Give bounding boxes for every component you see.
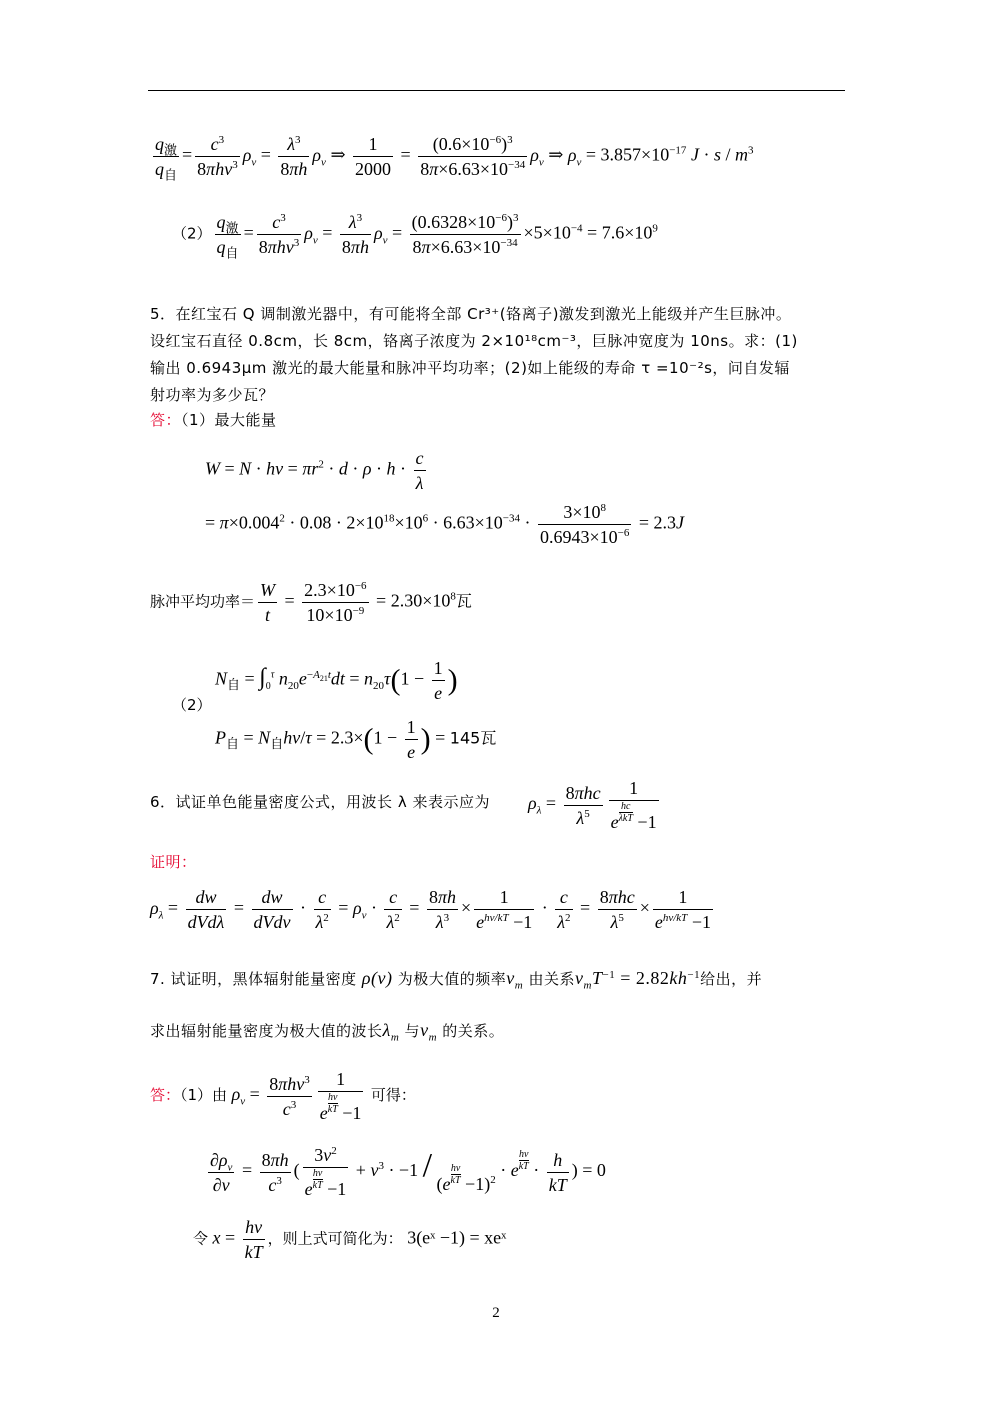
answer-label: 答： [150,411,182,429]
problem6-proof-label: 证明： [150,853,197,871]
equation-derivative: $\frac{\partial\rho_\nu}{\partial\nu}$ = $\frac{8\pi h}{c^3}$ ( $3\nu^2$ e $\frac{h\nu}{kT}$ −1 + $\nu^3 \cdot -1 / (e$ $\frac{h\nu}{kT}$ −1)$^2$ · e $\frac{h\nu}{kT}$ · $\frac{h}{kT}$ ) = 0 [210,1145,606,1199]
equation-n-self: $N_自 = \int_0^\tau$ $n_{20}e^{-A_{21}t}dt = n_{20}\tau(1$ − $\frac{1}{e}$ ) [215,658,458,703]
result-145w: 145瓦 [449,728,497,748]
equation-2: （2） $\frac{q_激}{q_自}$ = $\frac{c^3}{8\pi h\nu^3}$ $\rho_\nu$ = $\frac{\lambda^3}{8\pi h}$ $\rho_\nu$ = $\frac{(0.6328\times 10^{-6})^3}{8\pi\times 6.63\times 10^{-34}}$ $\times 5\times 10^{-4} = 7.6\times 10^9$ [172,212,658,262]
part2-label: （2） [172,696,212,714]
answer-text: （1）最大能量 [181,411,277,429]
problem5-line4: 射功率为多少瓦？ [150,386,275,404]
problem6-statement: 6．试证单色能量密度公式，用波长 λ 来表示应为 [150,793,490,811]
equation-substitution: 令 x = $\frac{h\nu}{kT}$ ，则上式可简化为： 3(eˣ −1) = xeˣ [193,1217,507,1262]
simplified-result: 3(eˣ −1) = xeˣ [407,1227,507,1248]
problem5-line2: 设红宝石直径 0.8cm，长 8cm，铬离子浓度为 2×10¹⁸cm⁻³，巨脉冲宽度为 10ns。求：(1) [150,332,798,350]
unit-wa: 瓦 [455,591,472,611]
problem7-line2: 求出辐射能量密度为极大值的波长$\lambda_m$ 与$\nu_m$ 的关系。 [150,1020,505,1044]
problem5-answer [150,408,277,432]
equation-proof: $\rho_\lambda$ = $\frac{dw}{\text{dVdλ}}$ = $\frac{dw}{\text{dVdν}}$ · $\frac{c}{\lambda^2}$ = $\rho_\nu$ · $\frac{c}{\lambda^2}$ = $\frac{8\pi h}{\lambda^3}$ × $\frac{1}{e^{h\nu/kT} -1}$ · $\frac{c}{\lambda^2}$ = $\frac{\text{8πhc}}{\lambda^5}$ × $\frac{1}{e^{h\nu/kT} -1}$ [150,887,711,932]
problem7-line1: 7. 试证明，黑体辐射能量密度 ρ(ν) 为极大值的频率$\nu_m$ 由关系$\nu_mT^{-1} = 2.82kh^{-1}$给出，并 [150,968,763,992]
pulse-power-label: 脉冲平均功率＝ [150,592,256,611]
equation-w2: = $\pi\times 0.004^2 \cdot 0.08 \cdot 2\times 10^{18}\times 10^6 \cdot 6.63\times 10^{-34}$ · $\frac{3\times 10^8}{0.6943\times 10^{-6}}$ = 2.3J [205,502,685,547]
problem5-line1: 5．在红宝石 Q 调制激光器中，有可能将全部 Cr³⁺(铬离子)激发到激光上能级并产生巨脉冲。 [150,305,792,323]
header-rule [148,90,845,91]
page-number: 2 [492,1305,500,1321]
problem7-answer-line: 答：（1）由 $\rho_\nu$ = $\frac{8\pi h\nu^3}{c^3}$ 1 e $\frac{h\nu}{kT}$ −1 可得： [150,1069,416,1123]
equation-p-self: $P_自 = N_自h\nu/\tau = 2.3\times(1$ − $\frac{1}{e}$ ) = 145瓦 [215,717,497,762]
equation-pulse-power: 脉冲平均功率＝ $\frac{W}{t}$ = $\frac{2.3\times 10^{-6}}{10\times 10^{-9}}$ = $2.30\times 10^8$瓦 [150,580,472,625]
equation-w1: $W = N \cdot h\nu = \pi r^2 \cdot d \cdot \rho \cdot h$ · $\frac{c}{\lambda}$ [205,448,424,493]
equation-1: $\frac{q_激}{q_自}$ = $\frac{c^3}{8\pi h\nu^3}$ $\rho_\nu$ = $\frac{\lambda^3}{8\pi h}$ $\rho_\nu$ ⇒ $\frac{1}{2000}$ = $\frac{(0.6\times 10^{-6})^3}{8\pi\times 6.63\times 10^{-34}}$ $\rho_\nu$ ⇒ $\rho_\nu = 3.857\times 10^{-17}$ $J \cdot s / m^3$ [155,134,754,184]
equation-rho-lambda-target: $\rho_\lambda$ = $\frac{\text{8πhc}}{\lambda^5}$ 1 e hc λkT −1 [528,778,657,832]
problem5-line3: 输出 0.6943μm 激光的最大能量和脉冲平均功率；(2)如上能级的寿命 τ =10⁻²s，问自发辐 [150,359,790,377]
